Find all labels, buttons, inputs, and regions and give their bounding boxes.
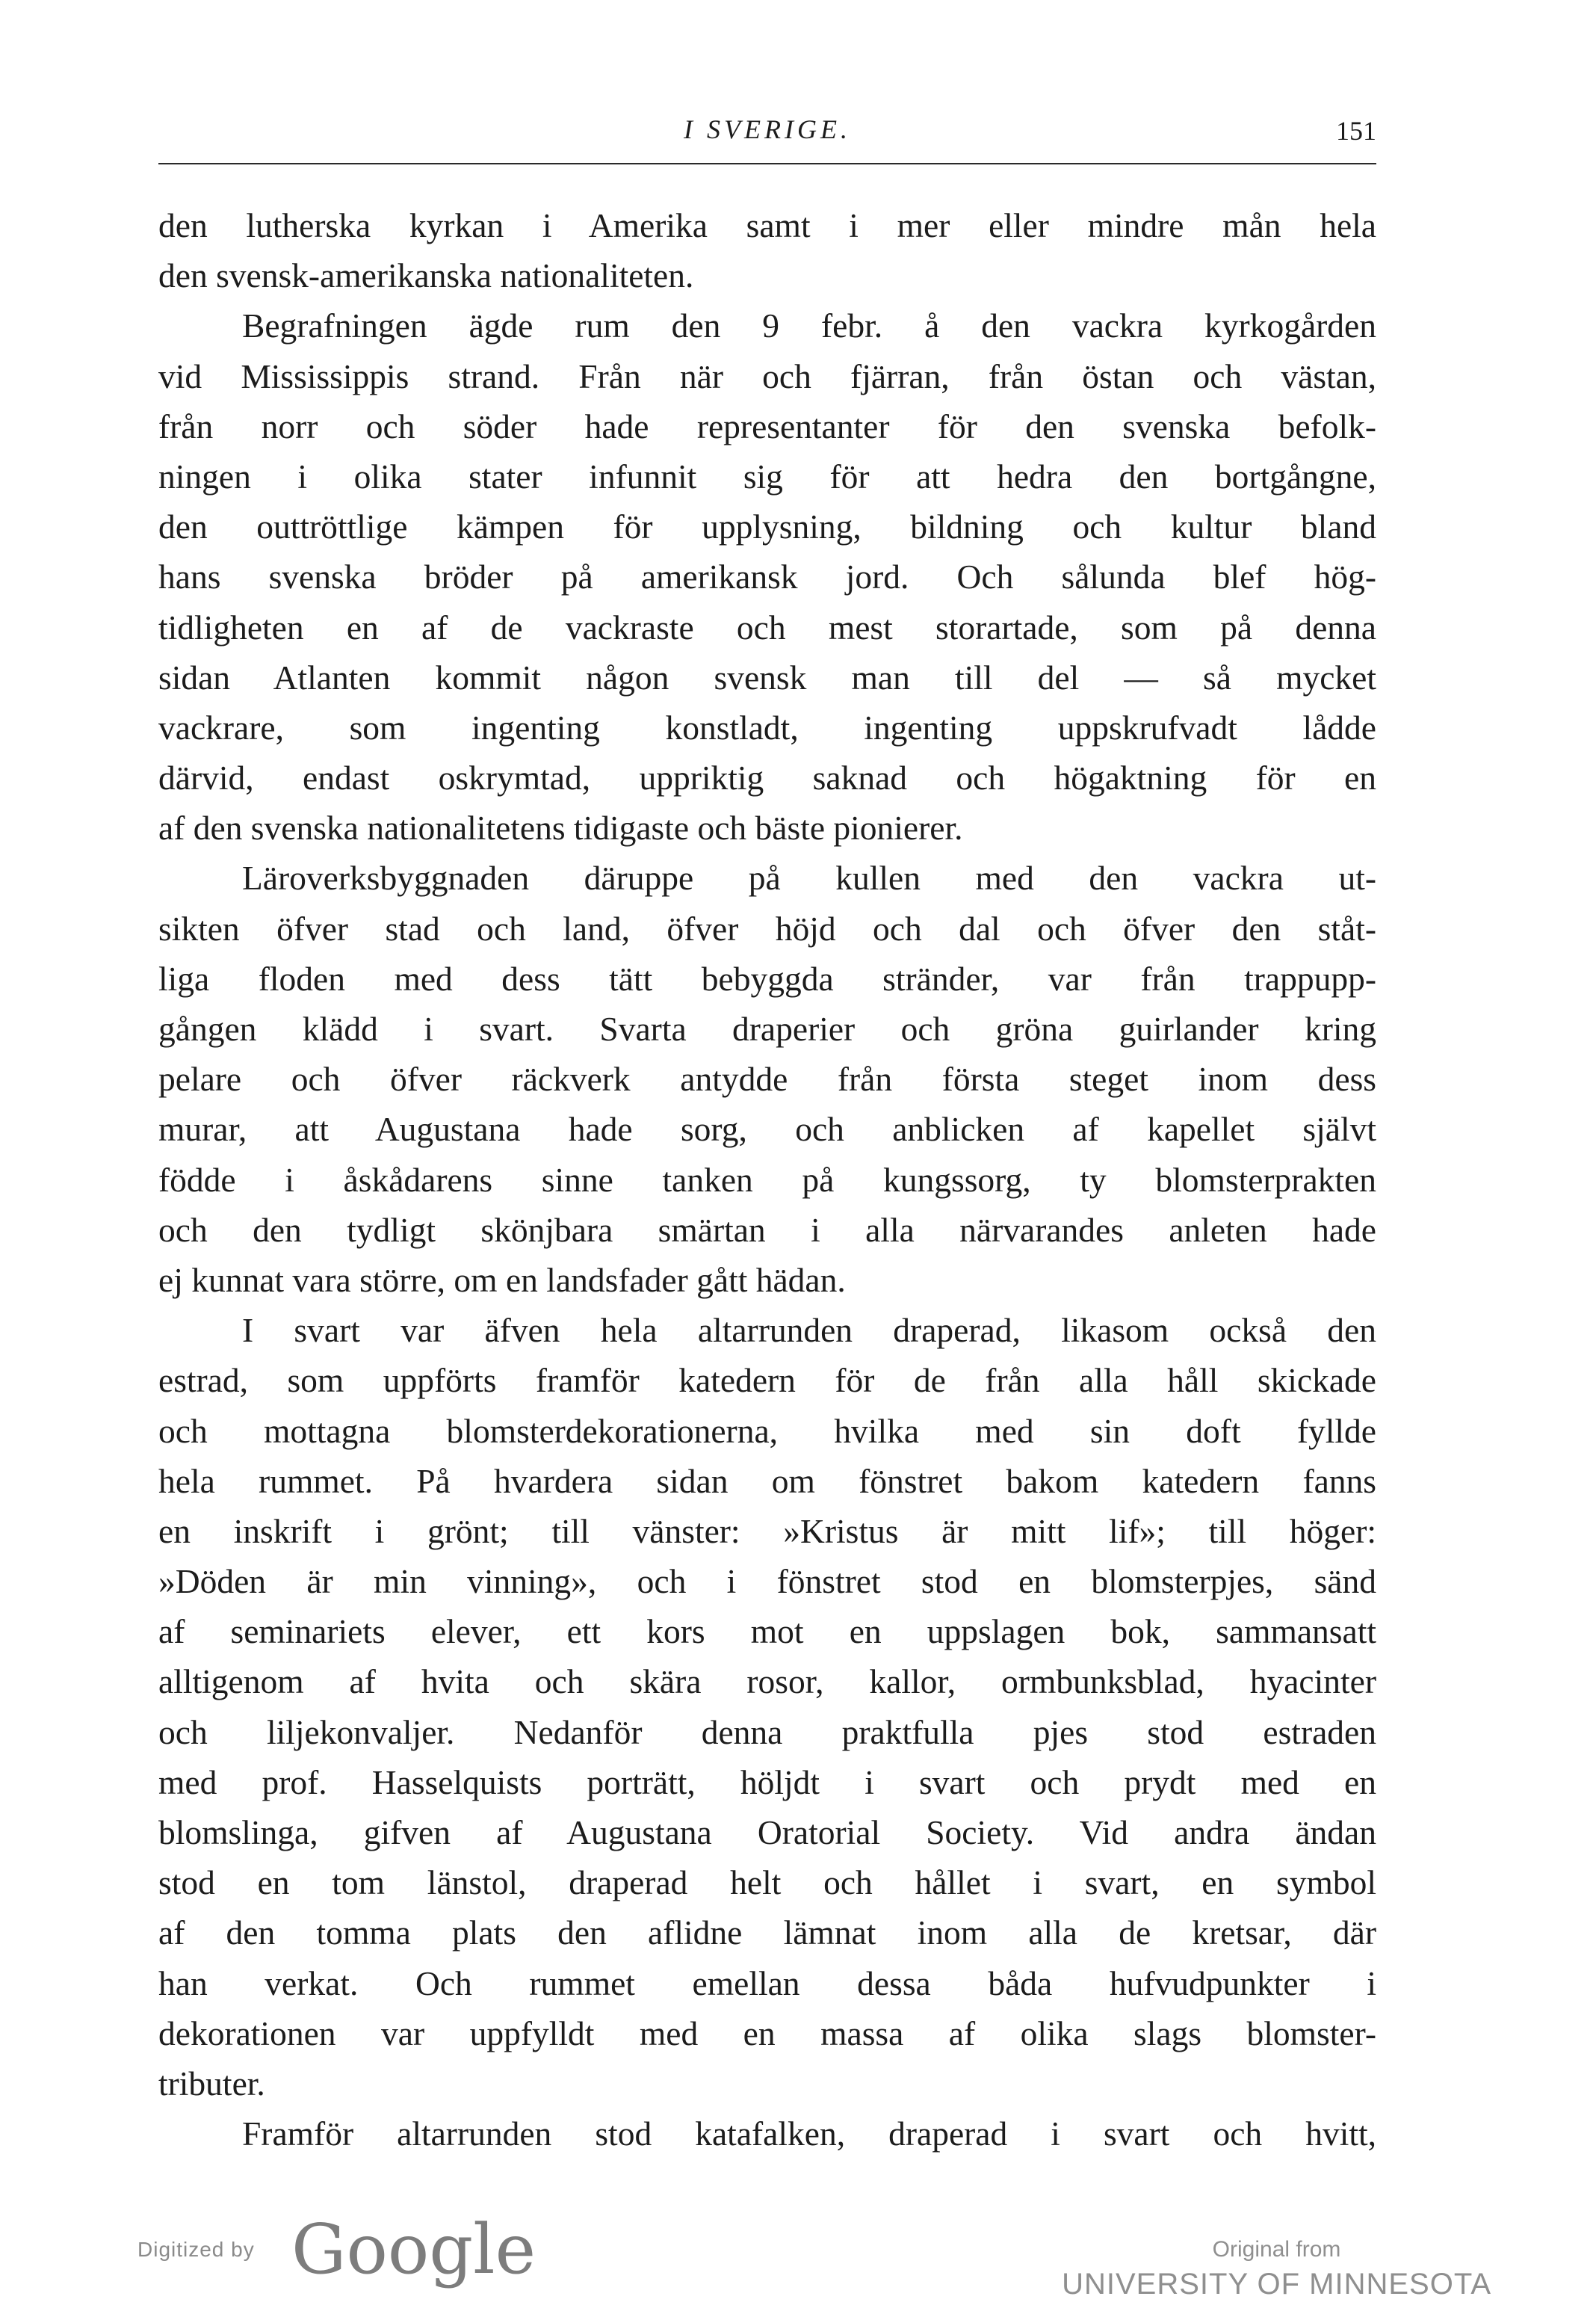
text-line: vid Mississippis strand. Från när och fjärran, från östan och västan,	[158, 357, 1376, 395]
text-line: af den svenska nationalitetens tidigaste och bäste pionierer.	[158, 809, 963, 848]
text-line: en inskrift i grönt; till vänster: »Kristus är mitt lif»; till höger:	[158, 1511, 1376, 1550]
text-line: »Döden är min vinning», och i fönstret stod en blomsterpjes, sänd	[158, 1562, 1376, 1601]
text-line: stod en tom länstol, draperad helt och hållet i svart, en symbol	[158, 1863, 1376, 1902]
running-head	[158, 111, 1376, 155]
running-title: I SVERIGE.	[684, 114, 851, 144]
text-line: pelare och öfver räckverk antydde från första steget inom dess	[158, 1060, 1376, 1099]
text-line: därvid, endast oskrymtad, uppriktig saknad och högaktning för en	[158, 759, 1376, 798]
text-line: Läroverksbyggnaden däruppe på kullen med den vackra ut-	[242, 859, 1376, 898]
digitized-by-label: Digitized by	[137, 2238, 255, 2261]
text-line: från norr och söder hade representanter för den svenska befolk-	[158, 407, 1376, 445]
text-line: hela rummet. På hvardera sidan om fönstret bakom katedern fanns	[158, 1461, 1376, 1500]
text-line: af den tomma plats den aflidne lämnat inom alla de kretsar, där	[158, 1913, 1376, 1952]
header-rule	[158, 163, 1376, 164]
text-line: och mottagna blomsterdekorationerna, hvilka med sin doft fyllde	[158, 1411, 1376, 1450]
text-line: den lutherska kyrkan i Amerika samt i mer eller mindre mån hela	[158, 206, 1376, 244]
text-line: sikten öfver stad och land, öfver höjd och dal och öfver den ståt-	[158, 909, 1376, 948]
text-line: den outtröttlige kämpen för upplysning, bildning och kultur bland	[158, 508, 1376, 546]
text-line: blomslinga, gifven af Augustana Oratorial Society. Vid andra ändan	[158, 1813, 1376, 1851]
text-line: Begrafningen ägde rum den 9 febr. å den vackra kyrkogården	[242, 306, 1376, 345]
text-line: vackrare, som ingenting konstladt, ingenting uppskrufvadt lådde	[158, 708, 1376, 747]
google-attribution	[137, 2209, 536, 2295]
text-line: Framför altarrunden stod katafalken, draperad i svart och hvitt,	[242, 2114, 1376, 2153]
institution-name: UNIVERSITY OF MINNESOTA	[1062, 2268, 1491, 2301]
body-text	[158, 200, 1376, 2159]
text-line: tidligheten en af de vackraste och mest storartade, som på denna	[158, 608, 1376, 647]
text-line: gången klädd i svart. Svarta draperier och gröna guirlander kring	[158, 1010, 1376, 1048]
text-line: sidan Atlanten kommit någon svensk man till del — så mycket	[158, 658, 1376, 697]
google-logo: Google	[291, 2209, 536, 2289]
text-line: hans svenska bröder på amerikansk jord. Och sålunda blef hög-	[158, 558, 1376, 596]
text-line: födde i åskådarens sinne tanken på kungssorg, ty blomsterprakten	[158, 1160, 1376, 1199]
text-line: I svart var äfven hela altarrunden draperad, likasom också den	[242, 1311, 1376, 1350]
text-line: liga floden med dess tätt bebyggda stränder, var från trappupp-	[158, 959, 1376, 998]
text-line: den svensk-amerikanska nationaliteten.	[158, 256, 694, 295]
original-from-label: Original from	[1212, 2237, 1341, 2262]
text-line: han verkat. Och rummet emellan dessa båda hufvudpunkter i	[158, 1963, 1376, 2002]
page-number: 151	[1336, 116, 1376, 146]
text-line: dekorationen var uppfylldt med en massa af olika slags blomster-	[158, 2014, 1376, 2052]
text-line: ningen i olika stater infunnit sig för att hedra den bortgångne,	[158, 457, 1376, 496]
text-line: tributer.	[158, 2064, 265, 2102]
text-line: med prof. Hasselquists porträtt, höljdt i svart och prydt med en	[158, 1762, 1376, 1801]
text-line: murar, att Augustana hade sorg, och anblicken af kapellet självt	[158, 1110, 1376, 1149]
text-line: af seminariets elever, ett kors mot en uppslagen bok, sammansatt	[158, 1612, 1376, 1651]
text-line: estrad, som uppförts framför katedern för de från alla håll skickade	[158, 1361, 1376, 1400]
text-line: alltigenom af hvita och skära rosor, kallor, ormbunksblad, hyacinter	[158, 1662, 1376, 1701]
text-line: ej kunnat vara större, om en landsfader gått hädan.	[158, 1260, 846, 1299]
text-line: och den tydligt skönjbara smärtan i alla närvarandes anleten hade	[158, 1210, 1376, 1249]
source-attribution	[1062, 2235, 1491, 2304]
text-line: och liljekonvaljer. Nedanför denna praktfulla pjes stod estraden	[158, 1712, 1376, 1751]
